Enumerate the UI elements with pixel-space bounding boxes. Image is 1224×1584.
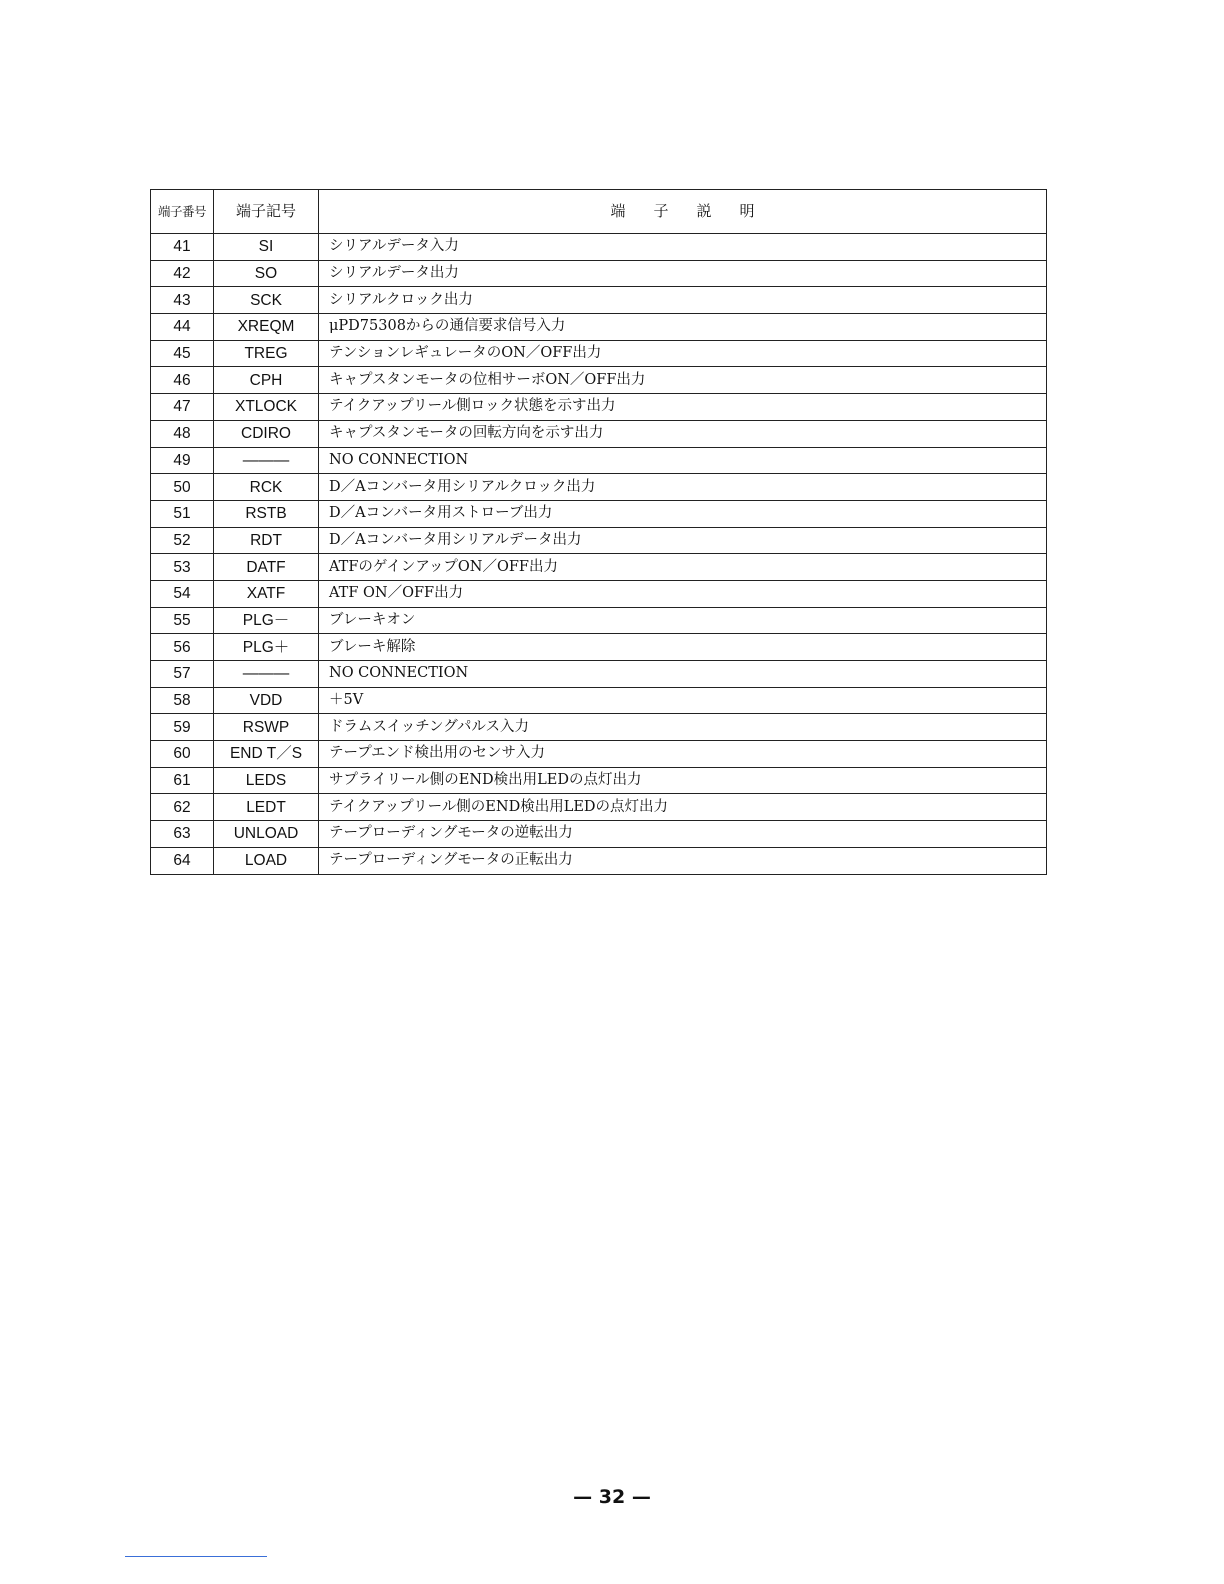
pin-description-cell: テンションレギュレータのON／OFF出力 — [319, 340, 1047, 367]
table-row — [151, 661, 1047, 688]
pin-symbol-cell: LEDT — [214, 794, 319, 821]
pin-number-cell: 43 — [151, 287, 214, 314]
pin-number-cell: 45 — [151, 340, 214, 367]
pin-number-cell: 57 — [151, 661, 214, 688]
table-body — [151, 234, 1047, 875]
pin-symbol-cell: UNLOAD — [214, 821, 319, 848]
header-pin-number: 端子番号 — [151, 190, 214, 234]
pin-symbol-cell: XREQM — [214, 314, 319, 341]
pin-description-cell: NO CONNECTION — [319, 661, 1047, 688]
table-row — [151, 580, 1047, 607]
pin-description-cell: μPD75308からの通信要求信号入力 — [319, 314, 1047, 341]
table-row — [151, 687, 1047, 714]
pin-description-cell: キャプスタンモータの回転方向を示す出力 — [319, 420, 1047, 447]
pin-symbol-cell: RDT — [214, 527, 319, 554]
table-row — [151, 847, 1047, 874]
pin-description-cell: D／Aコンバータ用シリアルデータ出力 — [319, 527, 1047, 554]
table-row — [151, 794, 1047, 821]
pin-symbol-cell: SCK — [214, 287, 319, 314]
pin-symbol-cell: PLG－ — [214, 607, 319, 634]
table-row — [151, 314, 1047, 341]
table-row — [151, 714, 1047, 741]
table-row — [151, 767, 1047, 794]
table-row — [151, 607, 1047, 634]
table-row — [151, 500, 1047, 527]
pin-description-cell: サプライリール側のEND検出用LEDの点灯出力 — [319, 767, 1047, 794]
table-row — [151, 287, 1047, 314]
pin-symbol-cell: SI — [214, 234, 319, 261]
pin-description-cell: ブレーキ解除 — [319, 634, 1047, 661]
table-row — [151, 394, 1047, 421]
pin-number-cell: 54 — [151, 580, 214, 607]
pin-description-cell: ＋5V — [319, 687, 1047, 714]
pin-number-cell: 47 — [151, 394, 214, 421]
pin-description-table — [150, 189, 1047, 875]
pin-description-cell: テープエンド検出用のセンサ入力 — [319, 741, 1047, 768]
pin-number-cell: 63 — [151, 821, 214, 848]
table-header-row — [151, 190, 1047, 234]
pin-symbol-cell: ——— — [214, 447, 319, 474]
pin-number-cell: 48 — [151, 420, 214, 447]
pin-description-cell: テープローディングモータの正転出力 — [319, 847, 1047, 874]
pin-description-cell: テイクアップリール側ロック状態を示す出力 — [319, 394, 1047, 421]
pin-number-cell: 58 — [151, 687, 214, 714]
pin-number-cell: 56 — [151, 634, 214, 661]
pin-symbol-cell: DATF — [214, 554, 319, 581]
table-row — [151, 260, 1047, 287]
pin-description-cell: ドラムスイッチングパルス入力 — [319, 714, 1047, 741]
pin-number-cell: 49 — [151, 447, 214, 474]
pin-description-cell: シリアルクロック出力 — [319, 287, 1047, 314]
table-row — [151, 367, 1047, 394]
pin-symbol-cell: XTLOCK — [214, 394, 319, 421]
header-pin-symbol: 端子記号 — [214, 190, 319, 234]
pin-description-cell: テイクアップリール側のEND検出用LEDの点灯出力 — [319, 794, 1047, 821]
pin-number-cell: 51 — [151, 500, 214, 527]
pin-number-cell: 42 — [151, 260, 214, 287]
pin-symbol-cell: CPH — [214, 367, 319, 394]
pin-number-cell: 52 — [151, 527, 214, 554]
pin-description-cell: D／Aコンバータ用ストローブ出力 — [319, 500, 1047, 527]
pin-number-cell: 55 — [151, 607, 214, 634]
table-row — [151, 741, 1047, 768]
pin-description-cell: ブレーキオン — [319, 607, 1047, 634]
table-row — [151, 554, 1047, 581]
pin-symbol-cell: RSWP — [214, 714, 319, 741]
pin-symbol-cell: VDD — [214, 687, 319, 714]
pin-symbol-cell: SO — [214, 260, 319, 287]
table-row — [151, 340, 1047, 367]
pin-description-cell: テープローディングモータの逆転出力 — [319, 821, 1047, 848]
pin-symbol-cell: RCK — [214, 474, 319, 501]
table-row — [151, 821, 1047, 848]
table-row — [151, 447, 1047, 474]
pin-symbol-cell: RSTB — [214, 500, 319, 527]
pin-symbol-cell: ——— — [214, 661, 319, 688]
pin-symbol-cell: XATF — [214, 580, 319, 607]
pin-description-cell: キャプスタンモータの位相サーボON／OFF出力 — [319, 367, 1047, 394]
pin-number-cell: 44 — [151, 314, 214, 341]
table-row — [151, 420, 1047, 447]
pin-description-cell: ATFのゲインアップON／OFF出力 — [319, 554, 1047, 581]
pin-number-cell: 61 — [151, 767, 214, 794]
pin-description-cell: シリアルデータ出力 — [319, 260, 1047, 287]
pin-symbol-cell: LOAD — [214, 847, 319, 874]
pin-number-cell: 50 — [151, 474, 214, 501]
page-number: — 32 — — [573, 1486, 651, 1508]
pin-symbol-cell: PLG＋ — [214, 634, 319, 661]
pin-symbol-cell: END T／S — [214, 741, 319, 768]
pin-symbol-cell: CDIRO — [214, 420, 319, 447]
pin-number-cell: 46 — [151, 367, 214, 394]
pin-number-cell: 64 — [151, 847, 214, 874]
pin-number-cell: 53 — [151, 554, 214, 581]
pin-number-cell: 59 — [151, 714, 214, 741]
pin-number-cell: 60 — [151, 741, 214, 768]
table-row — [151, 234, 1047, 261]
table-row — [151, 474, 1047, 501]
pin-description-cell: シリアルデータ入力 — [319, 234, 1047, 261]
pin-symbol-cell: TREG — [214, 340, 319, 367]
pin-description-cell: D／Aコンバータ用シリアルクロック出力 — [319, 474, 1047, 501]
table-row — [151, 634, 1047, 661]
table-row — [151, 527, 1047, 554]
header-description: 端子説明 — [319, 190, 1047, 234]
pin-symbol-cell: LEDS — [214, 767, 319, 794]
footer-rule — [125, 1556, 267, 1557]
pin-description-cell: NO CONNECTION — [319, 447, 1047, 474]
pin-number-cell: 41 — [151, 234, 214, 261]
pin-number-cell: 62 — [151, 794, 214, 821]
pin-description-cell: ATF ON／OFF出力 — [319, 580, 1047, 607]
